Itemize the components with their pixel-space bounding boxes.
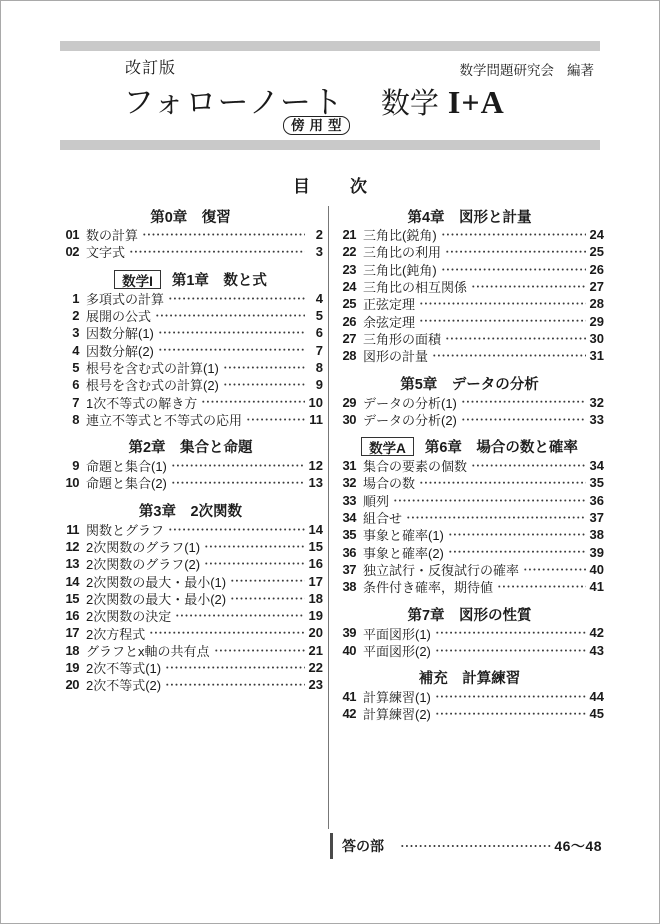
toc-title (0, 172, 660, 197)
dot-leader (158, 341, 305, 358)
item-number: 29 (342, 394, 356, 410)
item-number: 39 (342, 625, 356, 641)
dot-leader (448, 526, 586, 543)
header-bottom-rule (60, 140, 600, 150)
item-title: 組合せ (363, 511, 403, 527)
item-number: 11 (66, 521, 79, 537)
item-title: 条件付き確率，期待値 (363, 580, 494, 596)
section-heading-label: 第1章 数と式 (171, 273, 267, 290)
item-number: 36 (342, 544, 356, 560)
item-title: 三角比の利用 (363, 245, 442, 261)
item-page-number: 25 (589, 244, 604, 260)
dot-leader (435, 688, 586, 705)
section-heading (58, 206, 323, 226)
item-number: 21 (342, 227, 356, 243)
section-heading (58, 270, 323, 290)
toc-title-right-char: 次 (350, 177, 367, 196)
toc-row (335, 243, 604, 260)
toc-row (58, 642, 323, 659)
item-title: 三角形の面積 (363, 331, 442, 347)
dot-leader (471, 278, 586, 295)
item-page-number: 6 (315, 325, 323, 341)
toc-row (335, 312, 604, 329)
item-number: 18 (65, 642, 79, 658)
section-heading-label: 第5章 データの分析 (400, 376, 539, 393)
toc-row (335, 226, 604, 243)
item-title: 2次関数のグラフ(2) (86, 557, 201, 573)
item-number: 28 (342, 348, 356, 364)
answers-section-row (330, 833, 602, 859)
toc-row (335, 624, 604, 641)
dot-leader (230, 572, 305, 589)
toc-row (335, 526, 604, 543)
item-page-number: 29 (589, 313, 604, 329)
item-number: 35 (342, 527, 356, 543)
section-heading-label: 第3章 2次関数 (138, 504, 243, 521)
dot-leader (432, 347, 586, 364)
item-number: 2 (72, 308, 79, 324)
toc-row (335, 330, 604, 347)
item-number: 12 (65, 539, 79, 554)
item-page-number: 3 (315, 244, 323, 260)
toc-section (335, 604, 604, 659)
section-heading-label: 第6章 場合の数と確率 (424, 440, 578, 457)
item-page-number: 19 (308, 608, 323, 624)
toc-row (335, 474, 604, 491)
toc-row (335, 509, 604, 526)
dot-leader (393, 492, 586, 509)
dot-leader (497, 578, 586, 595)
item-number: 10 (65, 475, 79, 491)
toc-row (58, 393, 323, 410)
item-page-number: 5 (315, 308, 323, 324)
dot-leader (204, 538, 305, 555)
toc-row (58, 572, 323, 589)
item-title: 平面図形(1) (363, 626, 431, 642)
item-title: 2次関数の最大・最小(1) (86, 574, 227, 590)
item-title: 集合の要素の個数 (363, 459, 468, 475)
item-title: 2次不等式(1) (86, 661, 162, 677)
item-title: 平面図形(2) (363, 643, 431, 659)
item-page-number: 22 (308, 660, 323, 676)
item-page-number: 36 (589, 492, 604, 508)
toc-row (335, 261, 604, 278)
toc-row (58, 676, 323, 693)
item-title: 余弦定理 (363, 314, 416, 330)
dot-leader (246, 411, 305, 428)
dot-leader (168, 521, 305, 538)
item-page-number: 39 (589, 544, 604, 560)
item-title: 2次関数のグラフ(1) (86, 540, 201, 556)
toc-row (335, 457, 604, 474)
section-heading-label: 補充 計算練習 (418, 671, 521, 688)
section-heading (58, 501, 323, 521)
item-title: 事象と確率(1) (363, 528, 444, 544)
section-heading-label: 第0章 復習 (150, 209, 231, 226)
item-page-number: 37 (589, 510, 604, 525)
item-title: 文字式 (86, 245, 126, 261)
toc-section (335, 437, 604, 595)
toc-row (335, 578, 604, 595)
item-number: 5 (72, 359, 79, 375)
item-number: 37 (342, 561, 356, 577)
section-heading (335, 604, 604, 624)
dot-leader (441, 261, 586, 278)
item-number: 14 (65, 573, 79, 589)
item-title: 計算練習(2) (363, 707, 431, 723)
item-number: 34 (342, 510, 356, 525)
item-page-number: 27 (589, 279, 604, 295)
item-page-number: 7 (315, 342, 323, 358)
item-number: 23 (342, 261, 356, 277)
toc-section (335, 668, 604, 723)
toc-row (58, 590, 323, 607)
section-heading-label: 第2章 集合と命題 (128, 440, 253, 457)
item-page-number: 20 (308, 625, 323, 641)
item-title: 命題と集合(2) (86, 476, 167, 492)
item-number: 15 (65, 590, 79, 606)
item-page-number: 35 (589, 475, 604, 491)
dot-leader (230, 590, 305, 607)
toc-row (58, 341, 323, 358)
subject-tag-box: 数学A (361, 437, 414, 456)
dot-leader (435, 624, 586, 641)
item-number: 16 (65, 608, 79, 624)
dot-leader (168, 290, 305, 307)
item-title: グラフとx軸の共有点 (86, 643, 210, 659)
item-page-number: 32 (589, 394, 604, 410)
item-number: 33 (342, 492, 356, 508)
toc-title-left-char: 目 (293, 177, 310, 196)
toc-section (335, 206, 604, 364)
section-heading (335, 206, 604, 226)
toc-row (58, 607, 323, 624)
item-number: 4 (72, 342, 79, 358)
toc-row (58, 290, 323, 307)
dot-leader (165, 676, 305, 693)
item-title: 因数分解(2) (86, 343, 154, 359)
dot-leader (400, 833, 551, 859)
item-title: 事象と確率(2) (363, 545, 444, 561)
item-page-number: 18 (308, 590, 323, 606)
header-top-rule (60, 41, 600, 51)
item-number: 31 (342, 458, 356, 474)
item-title: 正弦定理 (363, 297, 416, 313)
toc-row (335, 642, 604, 659)
dot-leader (406, 509, 586, 526)
dot-leader (171, 474, 305, 491)
title-series: フォローノート (123, 85, 344, 120)
item-title: 三角比の相互関係 (363, 280, 468, 296)
dot-leader (204, 555, 305, 572)
item-number: 7 (72, 394, 79, 410)
dot-leader (171, 457, 305, 474)
dot-leader (435, 642, 586, 659)
dot-leader (471, 457, 586, 474)
item-number: 19 (65, 660, 79, 676)
toc-row (335, 705, 604, 722)
toc-right-column (329, 206, 604, 829)
item-page-number: 43 (589, 642, 604, 658)
item-number: 22 (342, 244, 356, 260)
item-number: 38 (342, 579, 356, 595)
toc-row (58, 474, 323, 491)
item-page-number: 38 (589, 527, 604, 543)
answers-label: 答の部 (342, 838, 384, 854)
item-number: 41 (342, 689, 356, 705)
section-heading (335, 437, 604, 457)
dot-leader (419, 295, 586, 312)
item-title: 関数とグラフ (86, 522, 165, 538)
item-page-number: 8 (315, 359, 323, 375)
dot-leader (448, 543, 586, 560)
item-page-number: 30 (589, 330, 604, 346)
item-title: 数の計算 (86, 228, 139, 244)
item-number: 30 (342, 411, 356, 427)
item-page-number: 11 (309, 411, 323, 427)
toc-row (58, 624, 323, 641)
dot-leader (419, 312, 586, 329)
item-page-number: 24 (589, 227, 604, 243)
edition-type-badge: 傍用型 (283, 116, 350, 135)
item-number: 02 (65, 244, 79, 260)
item-page-number: 16 (308, 556, 323, 572)
item-number: 27 (342, 330, 356, 346)
toc-row (335, 561, 604, 578)
table-of-contents (58, 206, 604, 829)
item-title: 順列 (363, 493, 390, 509)
title-course: I+A (447, 84, 505, 120)
item-page-number: 14 (308, 521, 323, 537)
author-line (460, 59, 595, 79)
item-title: 根号を含む式の計算(1) (86, 360, 219, 376)
item-page-number: 33 (589, 411, 604, 427)
toc-row (335, 278, 604, 295)
item-title: 三角比(鈍角) (363, 262, 437, 278)
item-title: 三角比(鋭角) (363, 228, 437, 244)
item-number: 13 (65, 556, 79, 572)
item-page-number: 44 (589, 689, 604, 705)
item-title: 連立不等式と不等式の応用 (86, 412, 243, 428)
item-title: データの分析(1) (363, 395, 457, 411)
toc-row (58, 243, 323, 260)
item-title: 2次関数の最大・最小(2) (86, 591, 227, 607)
toc-section (58, 270, 323, 428)
item-title: 2次関数の決定 (86, 609, 172, 625)
item-page-number: 28 (589, 296, 604, 312)
item-title: 1次不等式の解き方 (86, 395, 198, 411)
item-page-number: 17 (308, 573, 323, 589)
item-number: 3 (72, 325, 79, 341)
item-page-number: 13 (308, 475, 323, 491)
item-number: 32 (342, 475, 356, 491)
item-title: 場合の数 (363, 476, 416, 492)
item-page-number: 41 (589, 579, 604, 595)
item-title: 計算練習(1) (363, 690, 431, 706)
dot-leader (149, 624, 305, 641)
item-number: 40 (342, 642, 356, 658)
section-heading-label: 第7章 図形の性質 (407, 607, 532, 624)
toc-row (58, 457, 323, 474)
dot-leader (523, 561, 586, 578)
toc-row (58, 555, 323, 572)
item-title: 多項式の計算 (86, 291, 165, 307)
item-page-number: 42 (589, 625, 604, 641)
item-title: 2次方程式 (86, 626, 146, 642)
item-page-number: 12 (308, 458, 323, 474)
item-number: 01 (65, 227, 79, 243)
item-page-number: 23 (308, 677, 323, 693)
toc-row (58, 376, 323, 393)
dot-leader (445, 330, 586, 347)
toc-row (335, 295, 604, 312)
item-page-number: 21 (308, 642, 323, 658)
item-number: 9 (72, 458, 79, 474)
dot-leader (419, 474, 586, 491)
toc-row (335, 393, 604, 410)
toc-row (58, 521, 323, 538)
dot-leader (129, 243, 305, 260)
toc-row (58, 411, 323, 428)
dot-leader (223, 359, 305, 376)
dot-leader (214, 642, 305, 659)
toc-row (58, 324, 323, 341)
item-number: 42 (342, 706, 356, 722)
toc-row (335, 411, 604, 428)
publisher-role: 編著 (567, 63, 594, 78)
section-heading (335, 373, 604, 393)
dot-leader (445, 243, 586, 260)
publisher-name: 数学問題研究会 (459, 63, 554, 78)
title-subject: 数学 (380, 88, 439, 120)
dot-leader (435, 705, 586, 722)
item-page-number: 34 (589, 458, 604, 474)
dot-leader (461, 411, 586, 428)
section-heading (335, 668, 604, 688)
item-page-number: 40 (589, 561, 604, 577)
dot-leader (142, 226, 305, 243)
item-number: 8 (72, 411, 79, 427)
toc-section (58, 501, 323, 694)
subject-tag-box: 数学I (114, 270, 161, 289)
item-page-number: 10 (308, 394, 323, 410)
item-number: 24 (342, 279, 356, 295)
item-title: データの分析(2) (363, 412, 457, 428)
answers-page-range: 46～48 (554, 838, 602, 854)
toc-row (58, 659, 323, 676)
item-title: 展開の公式 (86, 309, 152, 325)
dot-leader (155, 307, 305, 324)
item-title: 因数分解(1) (86, 326, 154, 342)
dot-leader (175, 607, 305, 624)
item-number: 1 (72, 290, 79, 306)
dot-leader (223, 376, 305, 393)
toc-section (335, 373, 604, 428)
item-page-number: 4 (315, 290, 323, 306)
dot-leader (441, 226, 586, 243)
edition-label: 改訂版 (125, 60, 177, 77)
dot-leader (165, 659, 305, 676)
toc-left-column (58, 206, 323, 829)
toc-row (58, 359, 323, 376)
toc-row (58, 538, 323, 555)
item-number: 26 (342, 313, 356, 329)
item-title: 根号を含む式の計算(2) (86, 378, 219, 394)
toc-section (58, 437, 323, 492)
dot-leader (158, 324, 305, 341)
item-page-number: 15 (308, 539, 323, 554)
dot-leader (201, 393, 305, 410)
toc-row (335, 688, 604, 705)
item-title: 図形の計量 (363, 349, 429, 365)
item-number: 17 (65, 625, 79, 641)
toc-section (58, 206, 323, 261)
item-title: 独立試行・反復試行の確率 (363, 562, 520, 578)
dot-leader (461, 393, 586, 410)
item-number: 20 (65, 677, 79, 693)
item-number: 6 (72, 377, 79, 393)
item-page-number: 9 (315, 377, 323, 393)
toc-row (335, 543, 604, 560)
item-page-number: 31 (589, 348, 604, 364)
toc-row (335, 347, 604, 364)
item-title: 命題と集合(1) (86, 459, 167, 475)
toc-row (335, 492, 604, 509)
section-heading-label: 第4章 図形と計量 (407, 209, 532, 226)
item-page-number: 26 (589, 261, 604, 277)
item-number: 25 (342, 296, 356, 312)
toc-row (58, 307, 323, 324)
item-page-number: 2 (315, 227, 323, 243)
item-title: 2次不等式(2) (86, 678, 162, 694)
item-page-number: 45 (589, 706, 604, 722)
section-heading (58, 437, 323, 457)
toc-row (58, 226, 323, 243)
